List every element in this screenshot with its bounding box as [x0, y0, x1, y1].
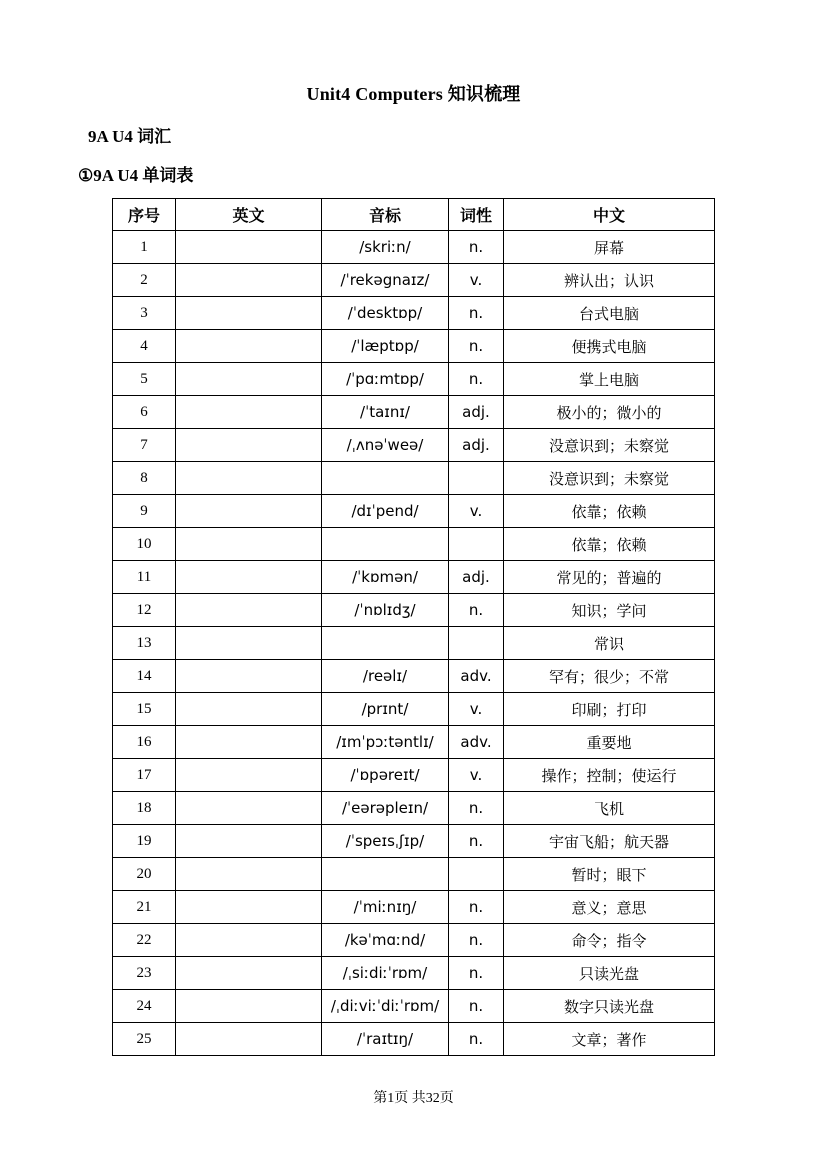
cell-num: 25	[113, 1023, 176, 1056]
cell-phonetic: /kəˈmɑːnd/	[322, 924, 449, 957]
table-row	[113, 396, 715, 429]
cell-num: 24	[113, 990, 176, 1023]
cell-phonetic	[322, 528, 449, 561]
cell-chinese: 没意识到；未察觉	[504, 429, 715, 462]
cell-pos: n.	[449, 825, 504, 858]
cell-english	[176, 264, 322, 297]
cell-phonetic: /ˈlæptɒp/	[322, 330, 449, 363]
cell-pos: adj.	[449, 429, 504, 462]
cell-num: 13	[113, 627, 176, 660]
cell-phonetic: /skriːn/	[322, 231, 449, 264]
table-row	[113, 231, 715, 264]
cell-english	[176, 891, 322, 924]
cell-english	[176, 231, 322, 264]
cell-pos: n.	[449, 924, 504, 957]
cell-pos: adv.	[449, 726, 504, 759]
cell-chinese: 依靠；依赖	[504, 495, 715, 528]
cell-chinese: 暂时；眼下	[504, 858, 715, 891]
cell-num: 23	[113, 957, 176, 990]
cell-pos: n.	[449, 594, 504, 627]
table-row	[113, 363, 715, 396]
cell-english	[176, 1023, 322, 1056]
table-row	[113, 693, 715, 726]
table-row	[113, 1023, 715, 1056]
cell-phonetic: /ˈdesktɒp/	[322, 297, 449, 330]
table-row	[113, 429, 715, 462]
table-row	[113, 528, 715, 561]
table-row	[113, 759, 715, 792]
cell-chinese: 命令；指令	[504, 924, 715, 957]
cell-num: 19	[113, 825, 176, 858]
cell-phonetic: /ˈɒpəreɪt/	[322, 759, 449, 792]
cell-pos: n.	[449, 957, 504, 990]
cell-chinese: 只读光盘	[504, 957, 715, 990]
cell-num: 4	[113, 330, 176, 363]
cell-chinese: 没意识到；未察觉	[504, 462, 715, 495]
cell-num: 2	[113, 264, 176, 297]
cell-phonetic: /ˈkɒmən/	[322, 561, 449, 594]
cell-english	[176, 297, 322, 330]
cell-num: 7	[113, 429, 176, 462]
column-header: 音标	[322, 199, 449, 231]
cell-phonetic	[322, 627, 449, 660]
table-header-row	[113, 199, 715, 231]
cell-chinese: 操作；控制；使运行	[504, 759, 715, 792]
cell-chinese: 常识	[504, 627, 715, 660]
table-row	[113, 561, 715, 594]
cell-chinese: 屏幕	[504, 231, 715, 264]
cell-chinese: 宇宙飞船；航天器	[504, 825, 715, 858]
cell-english	[176, 660, 322, 693]
table-row	[113, 825, 715, 858]
cell-num: 22	[113, 924, 176, 957]
cell-num: 16	[113, 726, 176, 759]
cell-pos: v.	[449, 693, 504, 726]
cell-english	[176, 957, 322, 990]
cell-pos: n.	[449, 990, 504, 1023]
cell-chinese: 知识；学问	[504, 594, 715, 627]
table-row	[113, 330, 715, 363]
cell-pos	[449, 462, 504, 495]
table-row	[113, 858, 715, 891]
table-body	[113, 231, 715, 1056]
cell-chinese: 常见的；普遍的	[504, 561, 715, 594]
cell-chinese: 极小的；微小的	[504, 396, 715, 429]
column-header: 词性	[449, 199, 504, 231]
cell-pos: n.	[449, 330, 504, 363]
cell-num: 15	[113, 693, 176, 726]
cell-english	[176, 561, 322, 594]
cell-english	[176, 990, 322, 1023]
table-row	[113, 462, 715, 495]
table-row	[113, 297, 715, 330]
cell-chinese: 掌上电脑	[504, 363, 715, 396]
cell-english	[176, 528, 322, 561]
cell-pos: adj.	[449, 561, 504, 594]
cell-num: 5	[113, 363, 176, 396]
table-row	[113, 957, 715, 990]
cell-english	[176, 858, 322, 891]
cell-phonetic: /ˈmiːnɪŋ/	[322, 891, 449, 924]
cell-pos: n.	[449, 363, 504, 396]
section-heading: 9A U4 词汇	[88, 127, 172, 146]
cell-chinese: 便携式电脑	[504, 330, 715, 363]
cell-chinese: 意义；意思	[504, 891, 715, 924]
cell-chinese: 辨认出；认识	[504, 264, 715, 297]
cell-chinese: 印刷；打印	[504, 693, 715, 726]
cell-num: 11	[113, 561, 176, 594]
cell-pos: n.	[449, 297, 504, 330]
cell-english	[176, 726, 322, 759]
cell-english	[176, 627, 322, 660]
cell-chinese: 依靠；依赖	[504, 528, 715, 561]
cell-english	[176, 792, 322, 825]
cell-pos: v.	[449, 495, 504, 528]
cell-chinese: 数字只读光盘	[504, 990, 715, 1023]
cell-chinese: 重要地	[504, 726, 715, 759]
cell-pos: n.	[449, 231, 504, 264]
cell-pos	[449, 627, 504, 660]
table-row	[113, 792, 715, 825]
cell-phonetic: /ˌdiːviːˈdiːˈrɒm/	[322, 990, 449, 1023]
cell-chinese: 飞机	[504, 792, 715, 825]
cell-phonetic: /ɪmˈpɔːtəntlɪ/	[322, 726, 449, 759]
column-header: 中文	[504, 199, 715, 231]
cell-num: 8	[113, 462, 176, 495]
column-header: 英文	[176, 199, 322, 231]
cell-phonetic: /dɪˈpend/	[322, 495, 449, 528]
cell-phonetic: /ˈtaɪnɪ/	[322, 396, 449, 429]
cell-pos: n.	[449, 1023, 504, 1056]
column-header: 序号	[113, 199, 176, 231]
cell-pos: v.	[449, 264, 504, 297]
cell-phonetic: /ˌʌnəˈweə/	[322, 429, 449, 462]
table-row	[113, 495, 715, 528]
cell-english	[176, 924, 322, 957]
table-row	[113, 594, 715, 627]
cell-english	[176, 759, 322, 792]
cell-english	[176, 429, 322, 462]
cell-phonetic: /ˈrekəgnaɪz/	[322, 264, 449, 297]
cell-english	[176, 330, 322, 363]
table-row	[113, 726, 715, 759]
cell-num: 20	[113, 858, 176, 891]
cell-english	[176, 495, 322, 528]
cell-english	[176, 363, 322, 396]
cell-phonetic: /ˈeərəpleɪn/	[322, 792, 449, 825]
cell-num: 18	[113, 792, 176, 825]
cell-phonetic	[322, 462, 449, 495]
cell-num: 12	[113, 594, 176, 627]
cell-num: 6	[113, 396, 176, 429]
cell-phonetic: /ˈspeɪsˌʃɪp/	[322, 825, 449, 858]
cell-num: 21	[113, 891, 176, 924]
table-row	[113, 627, 715, 660]
cell-chinese: 罕有；很少；不常	[504, 660, 715, 693]
cell-pos: n.	[449, 891, 504, 924]
cell-english	[176, 594, 322, 627]
cell-phonetic: /prɪnt/	[322, 693, 449, 726]
cell-english	[176, 462, 322, 495]
cell-num: 9	[113, 495, 176, 528]
cell-pos: adj.	[449, 396, 504, 429]
cell-pos	[449, 858, 504, 891]
cell-pos	[449, 528, 504, 561]
cell-chinese: 文章；著作	[504, 1023, 715, 1056]
table-row	[113, 924, 715, 957]
cell-pos: n.	[449, 792, 504, 825]
cell-num: 3	[113, 297, 176, 330]
cell-english	[176, 693, 322, 726]
cell-phonetic: /ˈraɪtɪŋ/	[322, 1023, 449, 1056]
cell-phonetic: /ˈpɑːmtɒp/	[322, 363, 449, 396]
cell-phonetic: /ˈnɒlɪdʒ/	[322, 594, 449, 627]
cell-english	[176, 825, 322, 858]
table-row	[113, 660, 715, 693]
table-row	[113, 990, 715, 1023]
table-row	[113, 891, 715, 924]
page-number-footer: 第1页 共32页	[373, 1091, 454, 1106]
cell-num: 10	[113, 528, 176, 561]
cell-phonetic: /reəlɪ/	[322, 660, 449, 693]
cell-num: 14	[113, 660, 176, 693]
cell-phonetic: /ˌsiːdiːˈrɒm/	[322, 957, 449, 990]
vocab-table	[112, 198, 715, 1056]
cell-num: 17	[113, 759, 176, 792]
table-row	[113, 264, 715, 297]
cell-english	[176, 396, 322, 429]
cell-num: 1	[113, 231, 176, 264]
cell-chinese: 台式电脑	[504, 297, 715, 330]
cell-phonetic	[322, 858, 449, 891]
cell-pos: adv.	[449, 660, 504, 693]
cell-pos: v.	[449, 759, 504, 792]
subsection-heading: ①9A U4 单词表	[78, 166, 194, 185]
document-title: Unit4 Computers 知识梳理	[306, 84, 521, 104]
